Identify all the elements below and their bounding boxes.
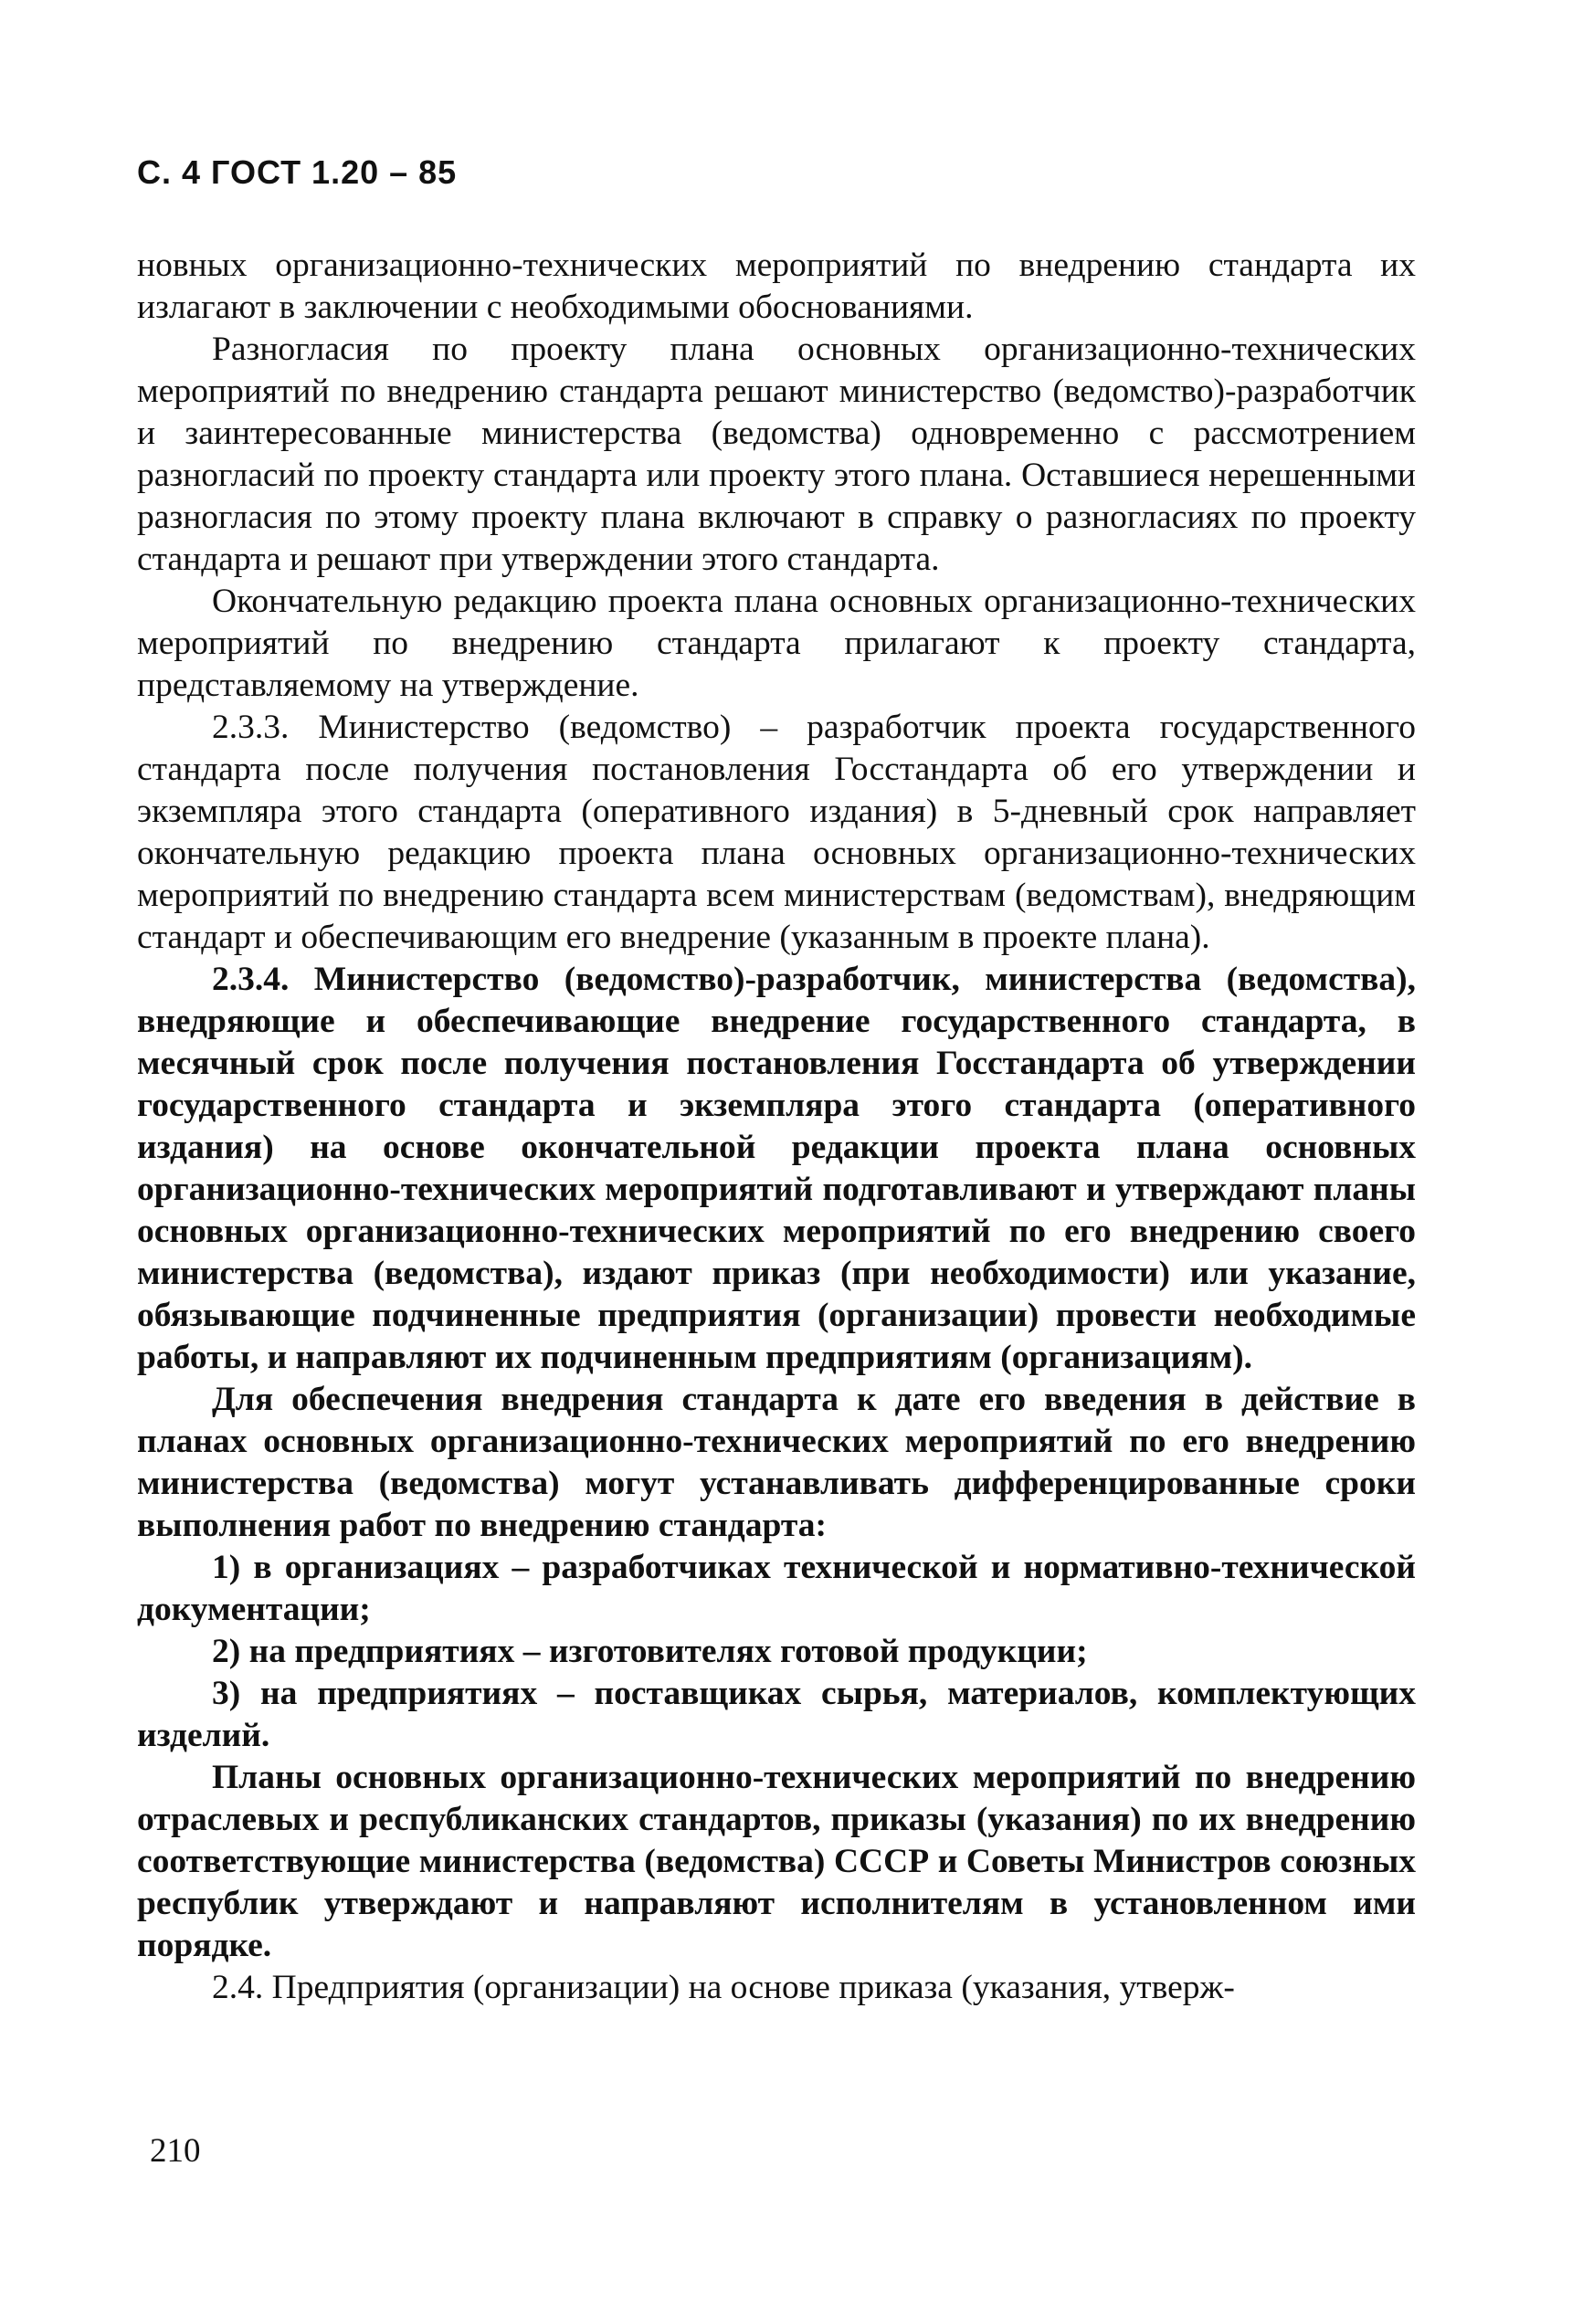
paragraph-1: новных организационно-технических мероприятий по внедрению стандарта их излагают в заключении с необходимыми обоснованиями. — [137, 247, 1416, 326]
list-item-3: 3) на предприятиях – поставщиках сырья, материалов, комплектующих изделий. — [137, 1675, 1416, 1754]
paragraph-clause-2-3-3: 2.3.3. Министерство (ведомство) – разработчик проекта государственного стандарта после получения постановления Госстандарта об его утверждении и экземпляра этого стандарта (оперативного издания) в 5-дневный срок направляет окончательную редакцию проекта плана основных организационно-технических мероприятий по внедрению стандарта всем министерствам (ведомствам), внедряющим стандарт и обеспечивающим его внедрение (указанным в проекте плана). — [137, 709, 1416, 956]
list-item-2: 2) на предприятиях – изготовителях готовой продукции; — [212, 1633, 1088, 1670]
page-number: 210 — [150, 2132, 201, 2170]
paragraph-deadlines-intro: Для обеспечения внедрения стандарта к дате его введения в действие в планах основных организационно-технических мероприятий по его внедрению министерства (ведомства) могут устанавливать дифференцированные сроки выполнения работ по внедрению стандарта: — [137, 1381, 1416, 1544]
paragraph-plans: Планы основных организационно-технических мероприятий по внедрению отраслевых и республиканских стандартов, приказы (указания) по их внедрению соответствующие министерства (ведомства) СССР и Советы Министров союзных республик утверждают и направляют исполнителям в установленном ими порядке. — [137, 1759, 1416, 1964]
document-page — [137, 0, 1416, 2324]
paragraph-2: Разногласия по проекту плана основных организационно-технических мероприятий по внедрению стандарта решают министерство (ведомство)-разработчик и заинтересованные министерства (ведомства) одновременно с рассмотрением разногласий по проекту стандарта или проекту этого плана. Оставшиеся нерешенными разногласия по этому проекту плана включают в справку о разногласиях по проекту стандарта и решают при утверждении этого стандарта. — [137, 331, 1416, 578]
running-header: С. 4 ГОСТ 1.20 – 85 — [137, 153, 458, 191]
paragraph-3: Окончательную редакцию проекта плана основных организационно-технических мероприятий по внедрению стандарта прилагают к проекту стандарта, представляемому на утверждение. — [137, 583, 1416, 704]
list-item-1: 1) в организациях – разработчиках технической и нормативно-технической документации; — [137, 1549, 1416, 1628]
body-text — [137, 245, 1416, 2009]
paragraph-clause-2-3-4: 2.3.4. Министерство (ведомство)-разработчик, министерства (ведомства), внедряющие и обеспечивающие внедрение государственного стандарта, в месячный срок после получения постановления Госстандарта об утверждении государственного стандарта и экземпляра этого стандарта (оперативного издания) на основе окончательной редакции проекта плана основных организационно-технических мероприятий подготавливают и утверждают планы основных организационно-технических мероприятий по его внедрению своего министерства (ведомства), издают приказ (при необходимости) или указание, обязывающие подчиненные предприятия (организации) провести необходимые работы, и направляют их подчиненным предприятиям (организациям). — [137, 961, 1416, 1376]
paragraph-clause-2-4: 2.4. Предприятия (организации) на основе приказа (указания, утверж- — [212, 1969, 1235, 2006]
